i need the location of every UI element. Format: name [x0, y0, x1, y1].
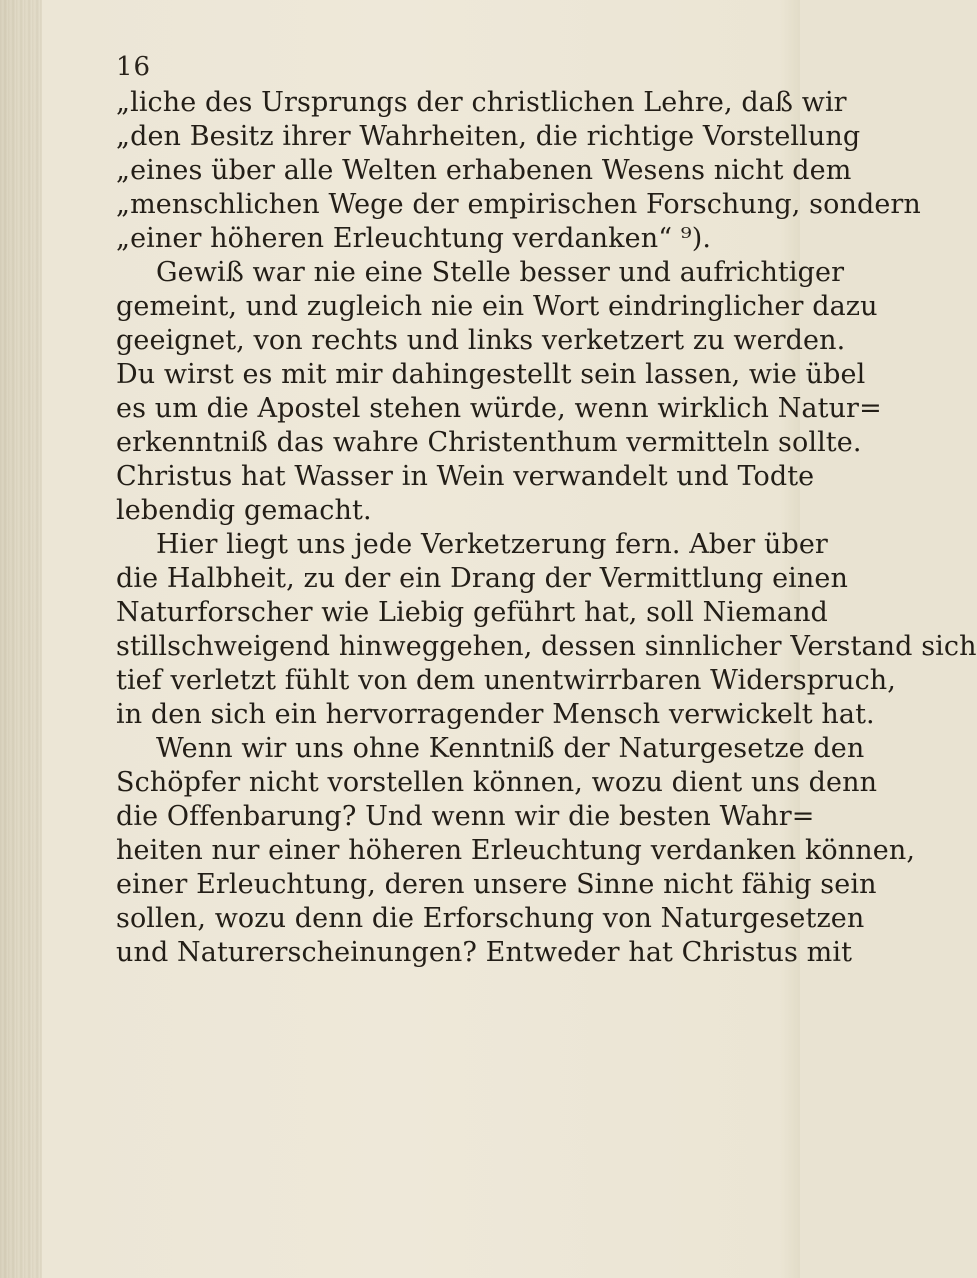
- text-line: „eines über alle Welten erhabenen Wesens nicht dem: [116, 155, 852, 186]
- text-line: einer Erleuchtung, deren unsere Sinne nicht fähig sein: [116, 869, 877, 900]
- text-line: die Halbheit, zu der ein Drang der Vermittlung einen: [116, 563, 848, 594]
- text-line: sollen, wozu denn die Erforschung von Naturgesetzen: [116, 903, 865, 934]
- text-line: Hier liegt uns jede Verketzerung fern. Aber über: [156, 529, 828, 560]
- text-line: stillschweigend hinweggehen, dessen sinnlicher Verstand sich: [116, 631, 977, 662]
- text-line: und Naturerscheinungen? Entweder hat Christus mit: [116, 937, 853, 968]
- text-line: Naturforscher wie Liebig geführt hat, soll Niemand: [116, 597, 828, 628]
- text-line: tief verletzt fühlt von dem unentwirrbaren Widerspruch,: [116, 665, 896, 696]
- text-line: „einer höheren Erleuchtung verdanken“ ⁹).: [116, 223, 712, 254]
- text-line: Wenn wir uns ohne Kenntniß der Naturgesetze den: [156, 733, 865, 764]
- body-text: [116, 86, 977, 970]
- text-line: Christus hat Wasser in Wein verwandelt und Todte: [116, 461, 815, 492]
- text-line: Du wirst es mit mir dahingestellt sein lassen, wie übel: [116, 359, 866, 390]
- text-line: es um die Apostel stehen würde, wenn wirklich Natur=: [116, 393, 882, 424]
- text-line: erkenntniß das wahre Christenthum vermitteln sollte.: [116, 427, 862, 458]
- text-line: Schöpfer nicht vorstellen können, wozu dient uns denn: [116, 767, 878, 798]
- text-line: in den sich ein hervorragender Mensch verwickelt hat.: [116, 699, 875, 730]
- page-number: 16: [116, 52, 152, 82]
- text-line: heiten nur einer höheren Erleuchtung verdanken können,: [116, 835, 915, 866]
- text-line: geeignet, von rechts und links verketzert zu werden.: [116, 325, 846, 356]
- text-line: „den Besitz ihrer Wahrheiten, die richtige Vorstellung: [116, 121, 861, 152]
- book-binding-edge: [0, 0, 42, 1278]
- text-line: Gewiß war nie eine Stelle besser und aufrichtiger: [156, 257, 845, 288]
- text-line: gemeint, und zugleich nie ein Wort eindringlicher dazu: [116, 291, 878, 322]
- text-line: die Offenbarung? Und wenn wir die besten Wahr=: [116, 801, 815, 832]
- text-line: „liche des Ursprungs der christlichen Lehre, daß wir: [116, 87, 847, 118]
- text-line: „menschlichen Wege der empirischen Forschung, sondern: [116, 189, 921, 220]
- text-line: lebendig gemacht.: [116, 495, 372, 526]
